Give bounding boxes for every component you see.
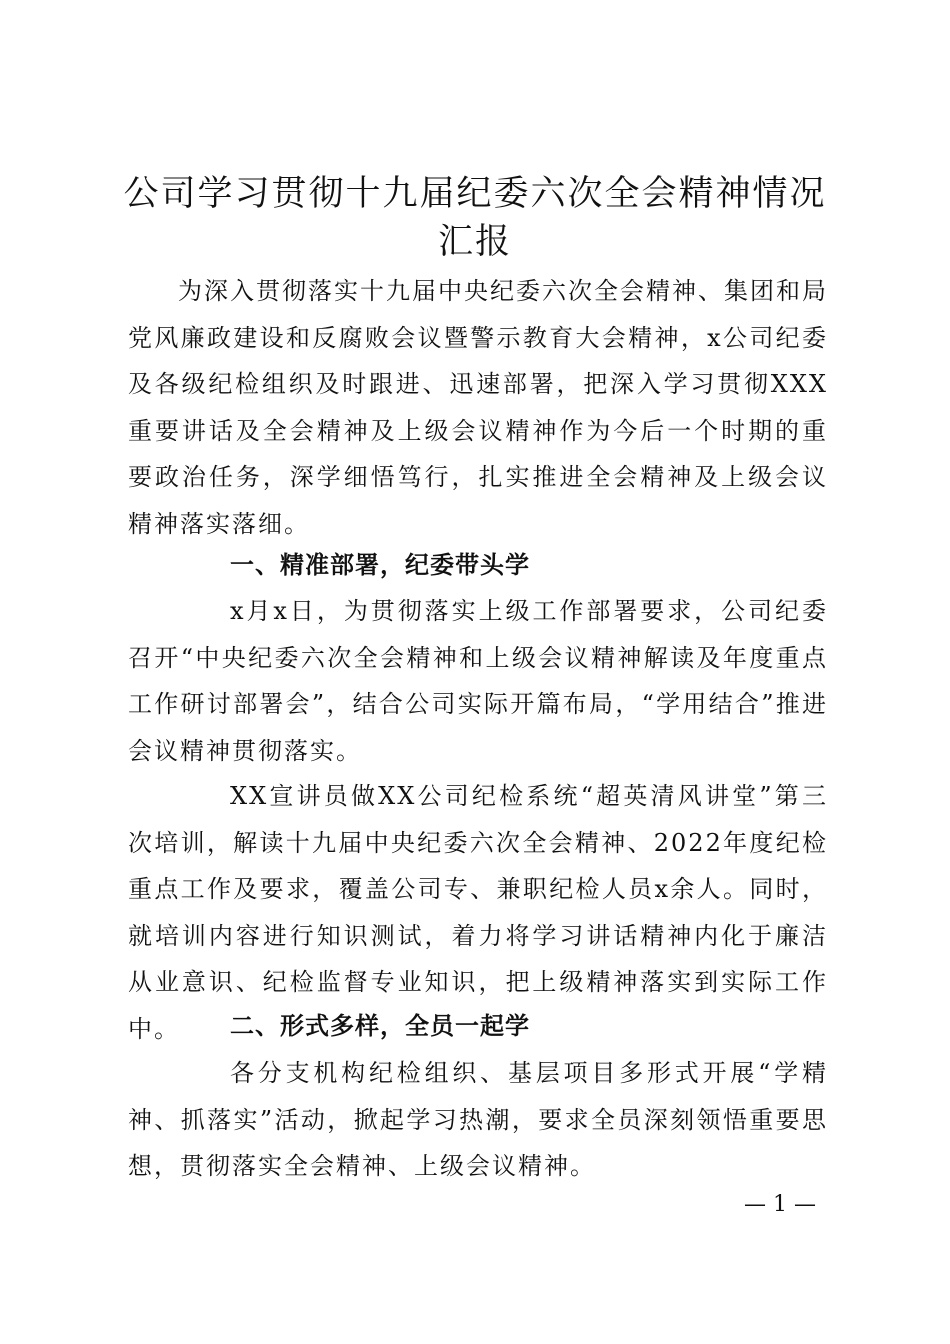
section-heading-1: 一、精准部署，纪委带头学 (230, 551, 530, 579)
page-number: — 1 — (744, 1192, 816, 1217)
section-1-paragraph-2: XX宣讲员做XX公司纪检系统“超英清风讲堂”第三次培训，解读十九届中央纪委六次全会精神、2022年度纪检重点工作及要求，覆盖公司专、兼职纪检人员x余人。同时，就培训内容进行知识测试，着力将学习讲话精神内化于廉洁从业意识、纪检监督专业知识，把上级精神落实到实际工作中。 (128, 782, 828, 1043)
section-2-paragraph-1: 各分支机构纪检组织、基层项目多形式开展“学精神、抓落实”活动，掀起学习热潮，要求全员深刻领悟重要思想，贯彻落实全会精神、上级会议精神。 (128, 1059, 828, 1180)
intro-paragraph: 为深入贯彻落实十九届中央纪委六次全会精神、集团和局党风廉政建设和反腐败会议暨警示教育大会精神，x公司纪委及各级纪检组织及时跟进、迅速部署，把深入学习贯彻XXX重要讲话及全会精神及上级会议精神作为今后一个时期的重要政治任务，深学细悟笃行，扎实推进全会精神及上级会议精神落实落细。 (128, 277, 828, 538)
document-title: 公司学习贯彻十九届纪委六次全会精神情况汇报 (123, 174, 827, 262)
section-heading-2: 二、形式多样，全员一起学 (230, 1012, 530, 1040)
section-1-paragraph-1: x月x日，为贯彻落实上级工作部署要求，公司纪委召开“中央纪委六次全会精神和上级会议精神解读及年度重点工作研讨部署会”，结合公司实际开篇布局，“学用结合”推进会议精神贯彻落实。 (128, 597, 828, 765)
